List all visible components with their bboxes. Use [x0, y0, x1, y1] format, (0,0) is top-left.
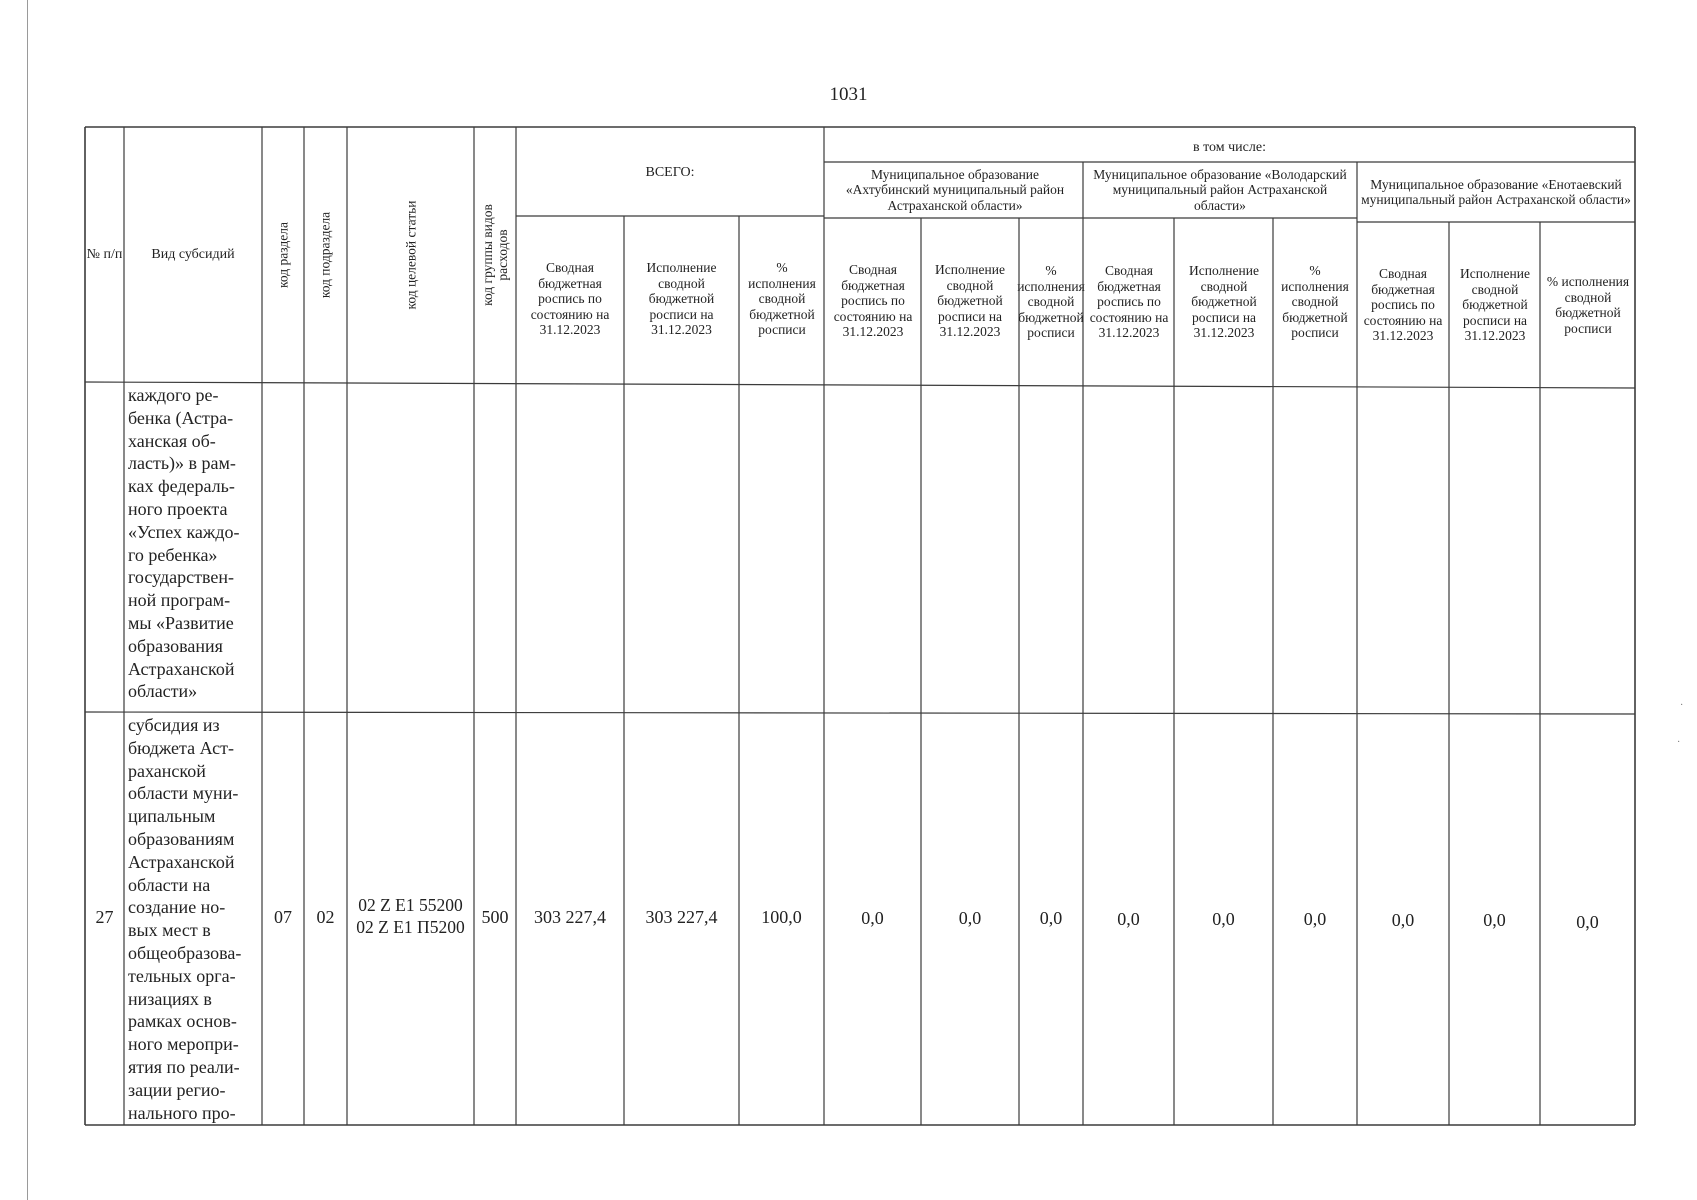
row-27-mo2-exec: 0,0 [1212, 909, 1235, 929]
row-27-mo3-pct: 0,0 [1576, 912, 1599, 932]
header-num: № п/п [86, 247, 123, 262]
subheader-total-percent: % исполнения сводной бюджетной росписи [748, 260, 816, 338]
subheader-mo2-budget: Сводная бюджетная роспись по состоянию на 31.12.2023 [1089, 263, 1169, 341]
header-target-code: код целевой статьи [403, 200, 419, 310]
subheader-mo1-budget: Сводная бюджетная роспись по состоянию на 31.12.2023 [833, 262, 913, 340]
subheader-total-execution: Исполнение сводной бюджетной росписи на 31.12.2023 [646, 260, 717, 338]
header-kind: Вид субсидий [151, 247, 235, 262]
row-27-group: 500 [481, 907, 509, 927]
row-27-section: 07 [274, 907, 292, 927]
header-subsection-code: код подраздела [317, 211, 333, 299]
row-27-total-pct: 100,0 [761, 907, 802, 927]
header-mo-volodarsky: Муниципальное образование «Володарский муниципальный район Астраханской области» [1093, 166, 1347, 213]
header-mo-akhtubinsky: Муниципальное образование «Ахтубинский муниципальный район Астраханской области» [845, 166, 1065, 213]
row-27-mo1-pct: 0,0 [1039, 908, 1063, 928]
row-27-mo3-budget: 0,0 [1391, 910, 1415, 930]
subheader-mo1-execution: Исполнение сводной бюджетной росписи на 31.12.2023 [935, 262, 1005, 340]
subheader-mo3-budget: Сводная бюджетная роспись по состоянию на 31.12.2023 [1363, 266, 1443, 344]
header-section-code: код раздела [275, 222, 291, 288]
subheader-mo2-execution: Исполнение сводной бюджетной росписи на 31.12.2023 [1189, 263, 1259, 341]
row-27-mo2-pct: 0,0 [1303, 909, 1327, 929]
subheader-mo2-percent: % исполнения сводной бюджетной росписи [1281, 263, 1349, 341]
row-27-mo3-exec: 0,0 [1483, 910, 1506, 930]
page-number: 1031 [829, 84, 868, 105]
row-27-description: субсидия из бюджета Аст- раханской области муни- ципальным образованиям Астраханской области на создание но- вых мест в общеобразова- тельных орга- низациях в рамках основ- ного меропри- ятия по реали- зации регио- нального про- [128, 715, 242, 1123]
subheader-total-budget: Сводная бюджетная роспись по состоянию на 31.12.2023 [530, 260, 610, 338]
row-27-target: 02 Z E1 55200 02 Z E1 П5200 [356, 895, 465, 937]
row-27-mo2-budget: 0,0 [1117, 909, 1140, 929]
row-27-total-exec: 303 227,4 [645, 907, 718, 927]
header-including: в том числе: [1193, 140, 1266, 155]
row-27-num: 27 [95, 907, 114, 927]
row-27-mo1-budget: 0,0 [861, 908, 884, 928]
scan-speck: · [1680, 700, 1684, 711]
subheader-mo3-percent: % исполнения сводной бюджетной росписи [1546, 274, 1630, 336]
header-total: ВСЕГО: [645, 165, 695, 180]
subheader-mo1-percent: % исполнения сводной бюджетной росписи [1017, 263, 1085, 341]
row-27-total-budget: 303 227,4 [534, 907, 606, 927]
header-expense-group-code: код группы видов расходов [480, 204, 510, 306]
scan-speck: · [1677, 737, 1681, 748]
row-27-subsection: 02 [316, 907, 335, 927]
header-mo-enotaevsky: Муниципальное образование «Енотаевский муниципальный район Астраханской области» [1361, 176, 1631, 207]
row-27-mo1-exec: 0,0 [958, 908, 982, 928]
row-continued-description: каждого ре- бенка (Астра- ханская об- ласть)» в рам- ках федераль- ного проекта «Успех каждо- го ребенка» государствен- ной програм- мы «Развитие образования Астраханской области» [128, 385, 240, 702]
subheader-mo3-execution: Исполнение сводной бюджетной росписи на 31.12.2023 [1460, 266, 1530, 344]
